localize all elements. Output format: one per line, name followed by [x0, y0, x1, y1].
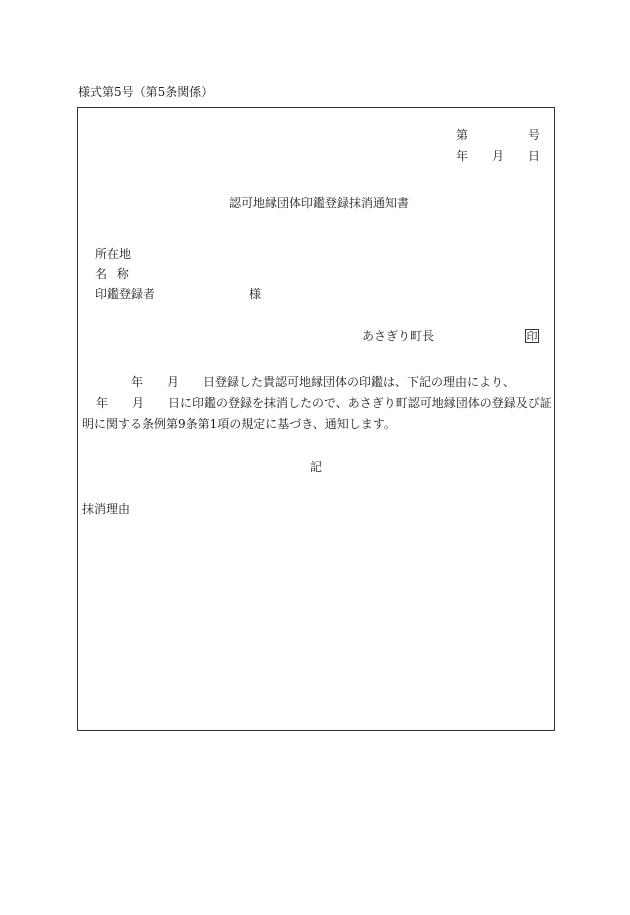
- honorific: 様: [249, 287, 262, 301]
- date-day: 日: [528, 149, 541, 163]
- document-title: 認可地縁団体印鑑登録抹消通知書: [229, 196, 410, 210]
- reason-label: 抹消理由: [82, 502, 131, 516]
- seal-box: 印: [526, 330, 538, 343]
- registrant-label: 印鑑登録者: [95, 287, 156, 301]
- body-line-3: 明に関する条例第9条第1項の規定に基づき、通知します。: [82, 417, 396, 431]
- ki-label: 記: [310, 460, 323, 474]
- body-line-1: 年 月 日登録した貴認可地縁団体の印鑑は、下記の理由により、: [131, 375, 516, 389]
- address-label: 所在地: [95, 247, 132, 261]
- doc-number-suffix: 号: [528, 128, 541, 142]
- seal-mark: [525, 329, 539, 343]
- date-month: 月: [492, 149, 505, 163]
- name-label: 名 称: [95, 267, 129, 281]
- doc-number-prefix: 第: [456, 128, 469, 142]
- date-year: 年: [456, 149, 469, 163]
- form-number: 様式第5号（第5条関係）: [78, 85, 214, 99]
- body-line-2: 年 月 日に印鑑の登録を抹消したので、あさぎり町認可地縁団体の登録及び証: [96, 396, 552, 410]
- issuer-name: あさぎり町長: [362, 329, 435, 343]
